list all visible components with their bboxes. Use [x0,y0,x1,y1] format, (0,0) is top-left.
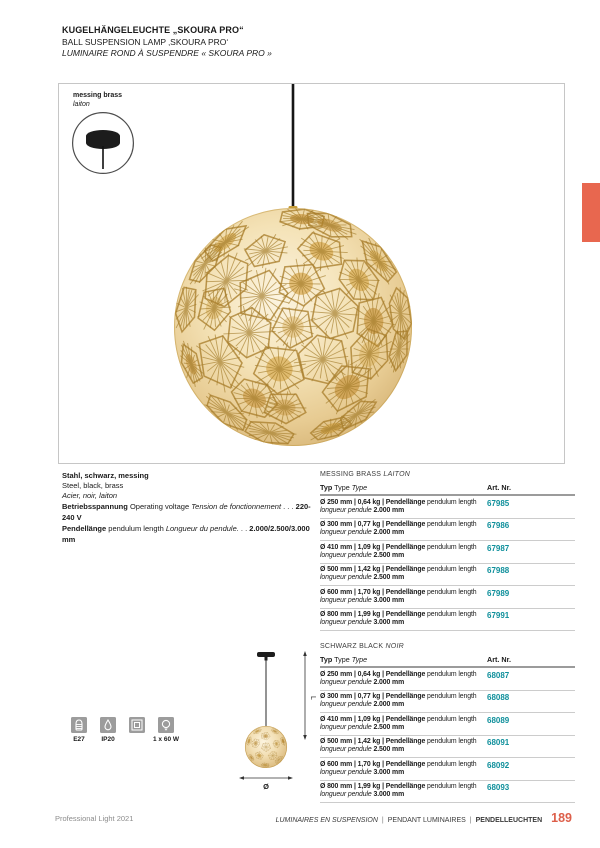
spec-voltage-value: 220-240 V [62,502,311,522]
article-number[interactable]: 68087 [487,670,510,680]
protection-class-ii-icon [129,717,145,733]
inset-caption-en: messing brass [73,92,123,99]
article-number[interactable]: 67988 [487,566,510,575]
pendant-cable [292,84,295,211]
page-edge-tab [582,183,600,242]
article-number[interactable]: 67985 [487,498,510,508]
material-en: Steel, black, brass [62,481,124,490]
icon-cell-class2 [129,717,145,747]
article-number[interactable]: 68093 [487,783,510,792]
table-row [320,586,575,609]
table-schwarz-black [320,643,575,803]
canopy-detail-drawing [71,111,135,175]
row-description: Ø 410 mm | 1,09 kg | Pendellänge pendulum length longueur pendule 2.500 mm [320,543,477,559]
mini-dimension-drawing [233,648,328,800]
row-description: Ø 800 mm | 1,99 kg | Pendellänge pendulum length longueur pendule 3.000 mm [320,783,477,798]
icon-label-e27: E27 [73,736,85,743]
icon-label-wattage: 1 x 60 W [152,736,180,743]
article-number[interactable]: 68092 [487,760,510,770]
table-row [320,758,575,781]
table-row [320,713,575,736]
icon-cell-e27 [71,717,87,747]
table-row [320,541,575,564]
row-description: Ø 500 mm | 1,42 kg | Pendellänge pendulum length longueur pendule 2.500 mm [320,738,477,753]
row-description: Ø 800 mm | 1,99 kg | Pendellänge pendulum length longueur pendule 3.000 mm [320,611,477,626]
article-number[interactable]: 67991 [487,611,510,620]
table-row [320,564,575,587]
table-row [320,496,575,519]
table-row [320,609,575,632]
spec-pendulum-length: Pendellänge pendulum length Longueur du pendule. . . 2.000/2.500/3.000 mm [62,524,310,544]
row-description: Ø 250 mm | 0,64 kg | Pendellänge pendulum length longueur pendule 2.000 mm [320,670,477,686]
table-header: Typ Type Type Art. Nr. [320,655,575,668]
table-row [320,519,575,542]
icon-cell-wattage [152,717,180,747]
e27-socket-icon [71,717,87,733]
diameter-dimension-label: Ø [263,782,269,791]
table-messing-brass [320,471,575,631]
row-description: Ø 600 mm | 1,70 kg | Pendellänge pendulum length longueur pendule 3.000 mm [320,760,477,776]
length-dimension-label: L [309,696,316,700]
article-number[interactable]: 68088 [487,693,510,702]
row-description: Ø 500 mm | 1,42 kg | Pendellänge pendulum length longueur pendule 2.500 mm [320,566,477,581]
article-number[interactable]: 68091 [487,738,510,747]
material-fr: Acier, noir, laiton [62,491,118,500]
specs-block [62,471,314,545]
article-number[interactable]: 68089 [487,715,510,725]
ip20-drop-icon [100,717,116,733]
article-number[interactable]: 67986 [487,521,510,530]
table-row [320,781,575,804]
catalog-edition: Professional Light 2021 [55,814,134,823]
article-number[interactable]: 67989 [487,588,510,598]
inset-caption [73,91,122,109]
product-title-en: BALL SUSPENSION LAMP ‚SKOURA PRO‘ [62,36,229,47]
page-number: 189 [551,811,572,825]
article-number[interactable]: 67987 [487,543,510,553]
technical-icons [71,717,180,747]
icon-cell-ip20 [100,717,116,747]
footer-de: PENDELLEUCHTEN [475,817,543,824]
product-title-de: KUGELHÄNGELEUCHTE „SKOURA PRO“ [62,25,244,35]
section-label-black: SCHWARZ BLACK NOIR [320,643,404,650]
table-row [320,736,575,759]
row-description: Ø 300 mm | 0,77 kg | Pendellänge pendulum length longueur pendule 2.000 mm [320,693,477,708]
footer-fr: LUMINAIRES EN SUSPENSION [275,817,378,824]
bulb-icon [158,717,174,733]
product-photo [59,84,566,463]
row-description: Ø 410 mm | 1,09 kg | Pendellänge pendulum length longueur pendule 2.500 mm [320,715,477,731]
article-tables [320,471,575,803]
product-photo-frame [58,83,565,464]
table-row [320,691,575,714]
product-title-block [62,25,272,58]
footer-en: PENDANT LUMINAIRES [387,817,466,824]
product-title-fr: LUMINAIRE ROND À SUSPENDRE « SKOURA PRO » [62,48,272,58]
spec-length-value: 2.000/2.500/3.000 mm [62,524,310,544]
row-description: Ø 250 mm | 0,64 kg | Pendellänge pendulum length longueur pendule 2.000 mm [320,498,477,514]
column-art-nr: Art. Nr. [487,655,511,664]
section-label-brass: MESSING BRASS LAITON [320,471,411,478]
icon-label-ip20: IP20 [101,736,115,743]
row-description: Ø 600 mm | 1,70 kg | Pendellänge pendulum length longueur pendule 3.000 mm [320,588,477,604]
material-de: Stahl, schwarz, messing [62,471,149,480]
inset-caption-fr: laiton [73,101,90,108]
table-row [320,668,575,691]
row-description: Ø 300 mm | 0,77 kg | Pendellänge pendulum length longueur pendule 2.000 mm [320,521,477,536]
table-header: Typ Type Type Art. Nr. [320,483,575,496]
column-art-nr: Art. Nr. [487,483,511,492]
spec-voltage: Betriebsspannung Operating voltage Tension de fonctionnement . . . 220-240 V [62,502,311,522]
footer-section-title: LUMINAIRES EN SUSPENSION | PENDANT LUMINAIRES | PENDELLEUCHTEN 189 [275,811,572,825]
